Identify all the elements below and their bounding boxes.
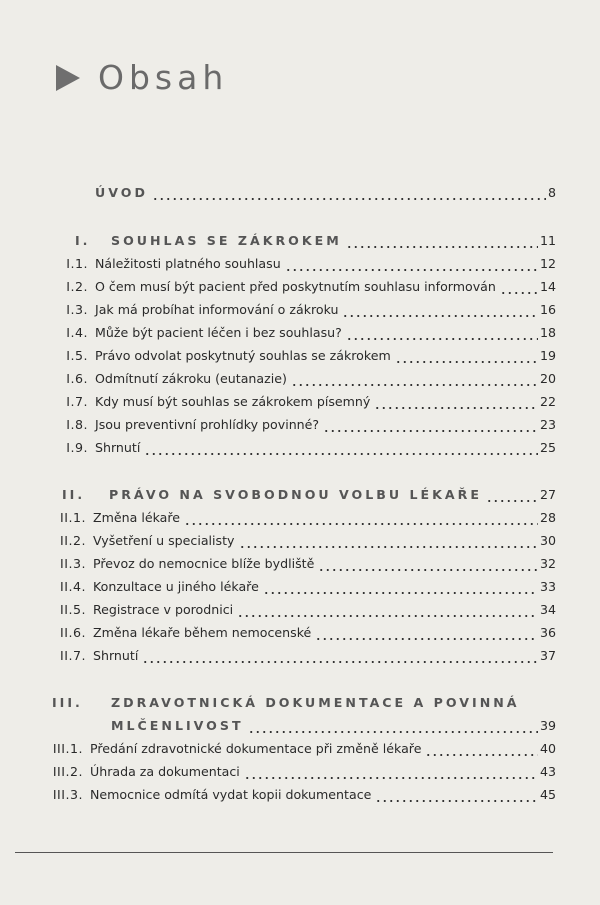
toc-entry [0, 413, 556, 436]
entry-label: Právo odvolat poskytnutý souhlas se zákrokem [95, 348, 391, 363]
dot-leader [263, 575, 538, 598]
page-number: 18 [539, 325, 556, 340]
entry-number: I.1. [66, 256, 88, 271]
page-number: 34 [539, 602, 556, 617]
page-number: 8 [547, 185, 556, 200]
toc-section-heading [0, 229, 556, 252]
entry-label: Náležitosti platného souhlasu [95, 256, 281, 271]
dot-leader [342, 298, 537, 321]
entry-label: Změna lékaře [93, 510, 181, 525]
dot-leader [244, 760, 538, 783]
dot-leader [346, 321, 538, 344]
entry-label: Jsou preventivní prohlídky povinné? [95, 417, 320, 432]
entry-label: Úhrada za dokumentaci [90, 764, 240, 779]
toc-entry [0, 436, 556, 459]
table-of-contents [0, 181, 556, 830]
page-number: 25 [539, 440, 556, 455]
entry-number: II. [62, 487, 86, 502]
page-number: 30 [539, 533, 556, 548]
page-number: 12 [539, 256, 556, 271]
entry-number: II.5. [60, 602, 86, 617]
toc-entry [0, 275, 556, 298]
entry-number: II.7. [60, 648, 86, 663]
entry-number: III.2. [52, 764, 83, 779]
entry-label: Shrnutí [93, 648, 139, 663]
dot-leader [500, 275, 538, 298]
entry-number: I.7. [66, 394, 88, 409]
toc-entry [0, 760, 556, 783]
entry-label: Registrace v porodnici [93, 602, 234, 617]
toc-entry [0, 575, 556, 598]
toc-entry [0, 621, 556, 644]
toc-entry [0, 783, 556, 806]
entry-number: III.1. [52, 741, 83, 756]
dot-leader [142, 644, 538, 667]
toc-entry [0, 644, 556, 667]
dot-leader [323, 413, 538, 436]
entry-number: I.5. [66, 348, 88, 363]
page-number: 36 [539, 625, 556, 640]
dot-leader [486, 483, 538, 506]
entry-number: II.3. [60, 556, 86, 571]
page-number: 16 [539, 302, 556, 317]
page-number: 22 [539, 394, 556, 409]
page-heading [56, 58, 228, 97]
page-number: 39 [539, 718, 556, 733]
toc-entry [0, 552, 556, 575]
toc-entry [0, 737, 556, 760]
toc-entry [0, 252, 556, 275]
toc-entry [0, 390, 556, 413]
page-number: 23 [539, 417, 556, 432]
entry-number: II.4. [60, 579, 86, 594]
footer-rule [15, 852, 553, 853]
dot-leader [291, 367, 538, 390]
entry-label: Konzultace u jiného lékaře [93, 579, 259, 594]
dot-leader [237, 598, 538, 621]
entry-number: I.8. [66, 417, 88, 432]
page-number: 28 [539, 510, 556, 525]
dot-leader [375, 783, 538, 806]
entry-number: I.3. [66, 302, 88, 317]
entry-number: I.9. [66, 440, 88, 455]
page-number: 43 [539, 764, 556, 779]
entry-label: O čem musí být pacient před poskytnutím souhlasu informován [95, 279, 496, 294]
page-number: 14 [539, 279, 556, 294]
entry-label: Odmítnutí zákroku (eutanazie) [95, 371, 287, 386]
dot-leader [239, 529, 538, 552]
page-number: 11 [539, 233, 556, 248]
entry-label: Vyšetření u specialisty [93, 533, 235, 548]
page-number: 37 [539, 648, 556, 663]
toc-intro [0, 181, 556, 204]
dot-leader [374, 390, 538, 413]
entry-label: Změna lékaře během nemocenské [93, 625, 312, 640]
toc-entry [0, 598, 556, 621]
dot-leader [395, 344, 538, 367]
entry-label: PRÁVO NA SVOBODNOU VOLBU LÉKAŘE [109, 487, 482, 502]
entry-number: III.3. [52, 787, 83, 802]
dot-leader [425, 737, 538, 760]
page-number: 40 [539, 741, 556, 756]
page-number: 33 [539, 579, 556, 594]
entry-label: SOUHLAS SE ZÁKROKEM [111, 233, 342, 248]
toc-section-heading [0, 483, 556, 506]
entry-label: Nemocnice odmítá vydat kopii dokumentace [90, 787, 372, 802]
entry-label: Převoz do nemocnice blíže bydliště [93, 556, 315, 571]
entry-label: Shrnutí [95, 440, 141, 455]
dot-leader [152, 181, 546, 204]
dot-leader [346, 229, 538, 252]
dot-leader [285, 252, 538, 275]
entry-number: I.6. [66, 371, 88, 386]
entry-label: ZDRAVOTNICKÁ DOKUMENTACE A POVINNÁ [111, 695, 520, 710]
entry-label: Kdy musí být souhlas se zákrokem písemný [95, 394, 371, 409]
dot-leader [315, 621, 538, 644]
toc-entry [0, 344, 556, 367]
entry-number: I.2. [66, 279, 88, 294]
entry-label: ÚVOD [95, 185, 148, 200]
toc-section-heading [0, 691, 556, 714]
page-number: 20 [539, 371, 556, 386]
entry-number: I.4. [66, 325, 88, 340]
dot-leader [184, 506, 538, 529]
toc-entry [0, 529, 556, 552]
page-number: 19 [539, 348, 556, 363]
entry-label: Jak má probíhat informování o zákroku [95, 302, 339, 317]
entry-label: MLČENLIVOST [111, 718, 244, 733]
entry-label: Předání zdravotnické dokumentace při změně lékaře [90, 741, 422, 756]
toc-section-heading-cont [0, 714, 556, 737]
entry-number: II.2. [60, 533, 86, 548]
entry-number: II.6. [60, 625, 86, 640]
triangle-right-icon [56, 65, 80, 91]
page-number: 45 [539, 787, 556, 802]
entry-label: Může být pacient léčen i bez souhlasu? [95, 325, 342, 340]
dot-leader [144, 436, 538, 459]
page-number: 32 [539, 556, 556, 571]
toc-entry [0, 321, 556, 344]
dot-leader [248, 714, 538, 737]
page-number: 27 [539, 487, 556, 502]
toc-entry [0, 298, 556, 321]
toc-entry [0, 506, 556, 529]
page-title: Obsah [98, 58, 229, 97]
entry-number: II.1. [60, 510, 86, 525]
toc-entry [0, 367, 556, 390]
entry-number: I. [75, 233, 91, 248]
entry-number: III. [52, 695, 83, 710]
dot-leader [318, 552, 538, 575]
